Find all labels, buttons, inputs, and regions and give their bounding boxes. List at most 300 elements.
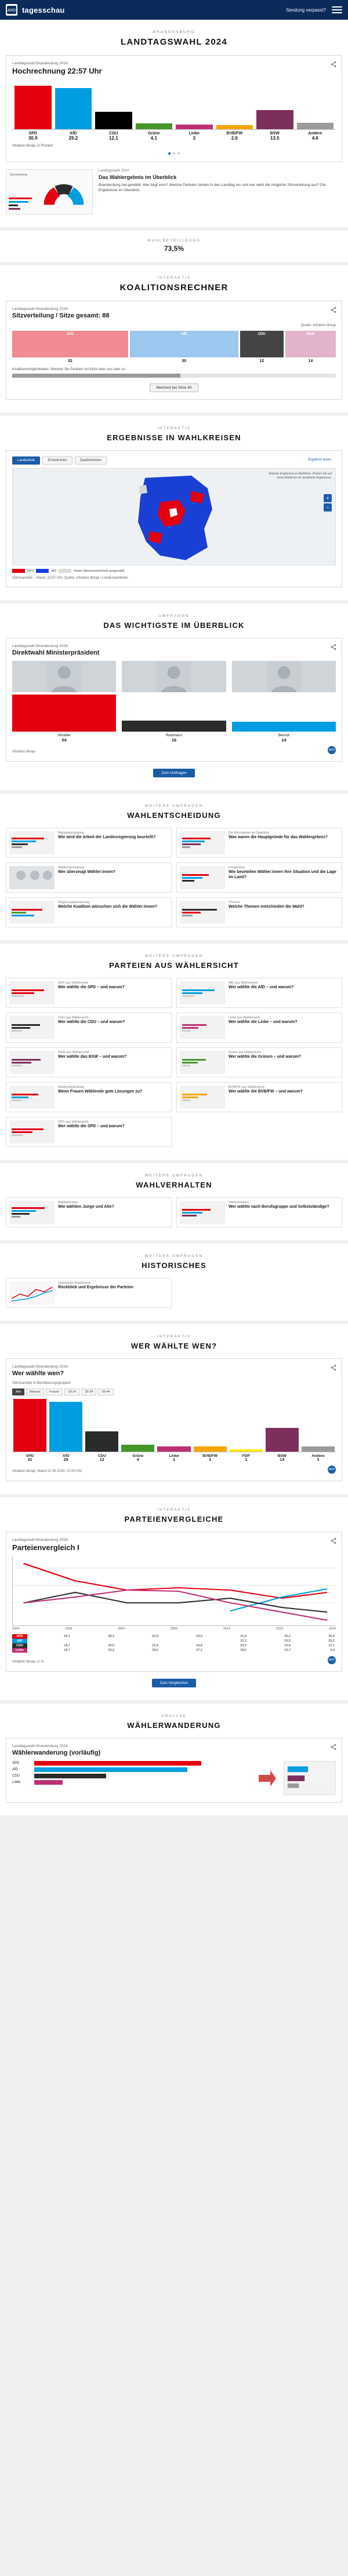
candidate-redmann [122, 661, 226, 743]
wahlentscheidung-grid [6, 828, 342, 927]
cell: 19,8 [196, 1644, 202, 1647]
zoom-in-icon[interactable]: + [324, 494, 332, 502]
tile-kicker: Wahlentscheidung [58, 866, 85, 869]
map-legend [12, 569, 336, 573]
section-wahlentscheidung [0, 794, 348, 940]
direktwahl-kicker: Landtagswahl Brandenburg 2024 [12, 644, 68, 648]
zum-vergleichen-button[interactable]: Zum Vergleichen [152, 1679, 197, 1687]
werwaehlte-card [6, 1358, 342, 1481]
segment-frauen[interactable]: Frauen [46, 1389, 63, 1395]
koalition-block-cdu[interactable] [240, 331, 284, 357]
segment-25-34[interactable]: 25-34 [81, 1389, 96, 1395]
historisches-title: HISTORISCHES [142, 1261, 206, 1270]
list-item[interactable] [6, 1013, 172, 1043]
table-row [12, 1634, 336, 1639]
wahlverhalten-title: WAHLVERHALTEN [136, 1181, 212, 1189]
party-value: 12.1 [108, 136, 118, 141]
koalition-kicker: Landtagswahl Brandenburg 2024 [12, 307, 68, 311]
tile-kicker: Grüne aus Wählersicht [229, 1051, 261, 1054]
tile-headline[interactable]: Wer wählte nach Berufsgruppe und Selbstständige? [229, 1205, 329, 1209]
share-icon[interactable] [330, 1743, 337, 1750]
seat-count: 14 [308, 359, 313, 363]
koalition-block-afd[interactable] [130, 331, 238, 357]
segment-18-24[interactable]: 18-24 [64, 1389, 79, 1395]
teaser-thumbnail[interactable] [6, 169, 93, 214]
list-item[interactable] [176, 1013, 342, 1043]
party-value: 4.1 [150, 136, 157, 141]
werwaehlte-sub2: Stimmanteile in Bevölkerungsgruppen [12, 1382, 71, 1385]
tile-headline[interactable]: Wer wählte das BSW – und warum? [58, 1055, 127, 1059]
parteienvergleich-linechart [12, 1556, 336, 1626]
legend-label: Keine Stimmenmehrheit ausgezählt [74, 569, 125, 573]
section-koalitionsrechner [0, 265, 348, 412]
section-waehlerwanderung [0, 1704, 348, 1815]
ueberblick-title: DAS WICHTIGSTE IM ÜBERBLICK [103, 621, 245, 630]
tile-headline[interactable]: Wie wird die Arbeit der Landesregierung beurteilt? [58, 835, 156, 839]
bar-chart-icon [9, 901, 55, 924]
candidate-berndt [232, 661, 336, 743]
candidate-value: 54 [61, 737, 67, 743]
brand-title[interactable]: tagesschau [22, 5, 65, 14]
bar-chart-icon [9, 1051, 55, 1074]
block-label: BSW [306, 332, 315, 336]
share-icon[interactable] [330, 1537, 337, 1544]
tile-headline[interactable]: Wer wählte die Grünen – und warum? [229, 1055, 302, 1059]
koalition-title: KOALITIONSRECHNER [119, 283, 229, 293]
teaser-sitzverteilung[interactable] [6, 169, 342, 214]
tile-kicker: SPD aus Wählersicht [58, 1120, 88, 1124]
legend-label: AfD [51, 569, 57, 573]
cell: 33,0 [196, 1635, 202, 1638]
tile-kicker: AfD aus Wählersicht [229, 981, 258, 985]
cell: 30,9 [328, 1635, 335, 1638]
row-party: CDU [12, 1643, 27, 1648]
block-label: AfD [180, 332, 187, 336]
bar-chart-icon [9, 981, 55, 1004]
wahlkreise-card [6, 450, 342, 587]
hamburger-menu-icon[interactable] [332, 6, 342, 13]
waehlerwanderung-card [6, 1738, 342, 1803]
koalition-block-spd[interactable] [12, 331, 128, 357]
candidate-name: Woidke [57, 733, 71, 737]
tile-headline[interactable]: Wer wählte die SPD – und warum? [58, 1124, 125, 1128]
section-parteien [0, 944, 348, 1160]
tile-kicker: Wahlentscheidung [58, 1086, 85, 1089]
wahlkreise-title: ERGEBNISSE IN WAHLKREISEN [107, 433, 241, 442]
zum-umfragen-button[interactable]: Zum Umfragen [153, 769, 194, 777]
tile-kicker: Themen [229, 901, 241, 904]
app-header [0, 0, 348, 20]
list-item[interactable] [6, 897, 172, 927]
cell: 18,7 [64, 1644, 70, 1647]
tile-headline[interactable]: Wer wählte die SPD – und warum? [58, 985, 125, 989]
wahlbeteiligung-eyebrow: WAHLBETEILIGUNG [147, 239, 201, 243]
bar-chart-icon [9, 1201, 55, 1224]
koalition-caption: Koalitionsmöglichkeiten: Wenden Sie Parteien mit Klick oben aus oder zu. [12, 368, 126, 371]
party-value: 1 [245, 1458, 248, 1462]
list-item[interactable] [6, 1117, 172, 1147]
candidate-row [12, 661, 336, 743]
photo-icon [9, 866, 55, 889]
cell: 39,3 [108, 1635, 114, 1638]
teaser-thumb-caption: Sitzverteilung [10, 173, 28, 177]
page-title: LANDTAGSWAHL 2024 [120, 37, 228, 47]
ard-logo-icon[interactable] [6, 4, 17, 16]
parteien-eyebrow: WEITERE UMFRAGEN [144, 954, 204, 958]
list-item[interactable] [176, 863, 342, 893]
bar-chart-icon [180, 981, 225, 1004]
tile-kicker: BVB/FW aus Wählersicht [229, 1086, 264, 1089]
waehlerwanderung-subtitle: Wählerwanderung (vorläufig) [12, 1749, 101, 1756]
cell [160, 1639, 204, 1643]
x-tick: 2004 [117, 1627, 125, 1631]
direktwahl-source: Infratest dimap [12, 750, 35, 754]
wahlentscheidung-eyebrow: WEITERE UMFRAGEN [144, 804, 204, 808]
party-label: BVB/FW [226, 131, 243, 136]
hochrechnung-source: Infratest dimap, in Prozent [12, 144, 53, 148]
wahlkreise-tabs[interactable] [12, 456, 336, 465]
candidate-photo [12, 661, 116, 692]
party-value: 12 [99, 1458, 104, 1462]
bar-chart-icon [9, 1016, 55, 1039]
parteienvergleich-table [12, 1634, 336, 1653]
party-value: 3 [193, 136, 195, 141]
tile-kicker: Regierungsbewertung [58, 901, 89, 904]
party-value: 3 [317, 1458, 320, 1462]
party-value: 31 [27, 1458, 32, 1462]
tile-kicker: SPD aus Wählersicht [58, 981, 88, 985]
tile-kicker: Die Wichtigsten im Überblick [229, 831, 269, 835]
brandenburg-map-icon[interactable] [13, 469, 335, 565]
party-label: AfD [70, 131, 77, 136]
share-icon[interactable] [330, 60, 337, 67]
segment-alle[interactable]: Alle [12, 1389, 24, 1395]
tile-headline[interactable]: Wer überzeugt Wähler:innen? [58, 870, 116, 874]
cell: 26,2 [284, 1635, 291, 1638]
party-label: Grüne [147, 131, 160, 136]
tile-kicker: CDU aus Wählersicht [58, 1016, 89, 1020]
party-label: SPD [28, 131, 37, 136]
section-hochrechnung [0, 20, 348, 227]
cell [71, 1639, 115, 1643]
cell: 31,9 [152, 1635, 158, 1638]
koalition-blocks[interactable] [12, 331, 336, 357]
bar-chart-icon [9, 831, 55, 854]
section-parteienvergleich [0, 1497, 348, 1700]
party-value: 4 [136, 1458, 139, 1462]
legend-label: SPD [27, 569, 34, 573]
ard-badge-icon: ARD [328, 746, 336, 754]
tile-kicker: BSW aus Wählersicht [58, 1051, 89, 1054]
party-label: Andere [308, 131, 322, 136]
seat-count: 30 [182, 359, 187, 363]
segment-tabs[interactable] [12, 1389, 336, 1395]
party-label: Linke [169, 1454, 179, 1458]
tile-headline[interactable]: Wenn Frauen Wählende gute Lösungen zu? [58, 1090, 143, 1094]
candidate-name: Redmann [165, 733, 183, 737]
direktwahl-subtitle: Direktwahl Ministerpräsident [12, 649, 100, 656]
mini-bars-icon [9, 196, 44, 211]
bar-chart-icon [9, 1120, 55, 1143]
carousel-dots[interactable] [12, 152, 336, 155]
table-row [12, 1639, 336, 1643]
werwaehlte-kicker: Landtagswahl Brandenburg 2024 [12, 1365, 68, 1369]
party-label: Grüne [132, 1454, 144, 1458]
tile-headline[interactable]: Was waren die Hauptgründe für das Wahlergebnis? [229, 835, 328, 839]
ww-party-label: CDU [12, 1774, 20, 1778]
map-note: Stärkste Ergebnisse je Wahlkreis. Klicken Sie auf einen Wahlkreis für detaillierte Ergebnisse. [268, 472, 332, 480]
list-item[interactable] [176, 1197, 342, 1227]
bar-chart-icon [180, 901, 225, 924]
ww-target-panel [284, 1761, 336, 1795]
waehlerwanderung-kicker: Landtagswahl Brandenburg 2024 [12, 1744, 68, 1748]
koalition-eyebrow: INTERAKTIV [157, 276, 191, 280]
cell: 18,6 [240, 1649, 246, 1652]
party-label: BVB/FW [202, 1454, 217, 1458]
party-label: AfD [62, 1454, 70, 1458]
candidate-photo [232, 661, 336, 692]
x-tick: 2014 [223, 1627, 231, 1631]
party-value: 30.9 [28, 136, 38, 141]
block-label: SPD [66, 332, 74, 336]
cell: 54,1 [64, 1635, 70, 1638]
tile-headline[interactable]: Wer wählte die CDU – und warum? [58, 1020, 125, 1024]
cell: 3,0 [330, 1649, 335, 1652]
parteien-grid [6, 978, 342, 1147]
cell: 27,2 [196, 1649, 202, 1652]
list-item[interactable] [6, 1047, 172, 1077]
candidate-photo [122, 661, 226, 692]
party-value: 14 [280, 1458, 285, 1462]
list-item[interactable] [176, 1082, 342, 1112]
x-tick: 1994 [12, 1627, 20, 1631]
party-label: CDU [109, 131, 118, 136]
koalition-seat-numbers [12, 359, 336, 363]
teaser-body: Brandenburg hat gewählt: Wer liegt vorn? Welche Parteien ziehen in den Landtag ein und wie sieht die mögliche Sitzverteilung aus? Die Ergebnisse im Überblick. [99, 183, 326, 193]
wahlbeteiligung-value: 73,5% [164, 244, 184, 253]
parteienvergleich-xaxis [12, 1626, 336, 1631]
line-chart-icon [13, 1556, 336, 1625]
svg-text:ARD: ARD [7, 9, 16, 13]
tile-headline[interactable]: Rückblick und Ergebnisse der Parteien [58, 1285, 133, 1289]
candidate-woidke [12, 661, 116, 743]
list-item[interactable] [6, 863, 172, 893]
table-row [12, 1648, 336, 1653]
werwaehlte-source: Infratest dimap, Stand 22.09.2024, 22:00 Uhr [12, 1470, 82, 1473]
section-ueberblick [0, 604, 348, 790]
party-label: Andere [311, 1454, 325, 1458]
wahlentscheidung-title: WAHLENTSCHEIDUNG [127, 811, 221, 820]
bar-chart-icon [180, 866, 225, 889]
teaser-kicker: Landtagswahl 2024 [99, 169, 129, 173]
waehlerwanderung-eyebrow: ANALYSE [161, 1714, 187, 1718]
tile-kicker: Wahlverhalten [229, 1201, 249, 1204]
tile-kicker: Linke aus Wählersicht [229, 1016, 260, 1020]
tab-landesliste[interactable]: Landesliste [12, 456, 40, 465]
list-item[interactable] [6, 978, 172, 1008]
segment-35-44[interactable]: 35-44 [98, 1389, 113, 1395]
x-tick: 2009 [170, 1627, 178, 1631]
cell [27, 1639, 71, 1643]
seat-count: 12 [259, 359, 264, 363]
cell: 23,3 [108, 1649, 114, 1652]
party-value: 29 [63, 1458, 68, 1462]
bar-chart-icon [180, 1086, 225, 1109]
section-wahlverhalten [0, 1163, 348, 1240]
tab-erststimmen[interactable]: Erststimmen [42, 456, 72, 465]
ard-badge-icon: ARD [328, 1466, 336, 1474]
donut-chart-icon [39, 174, 89, 210]
tile-headline[interactable]: Wer wählte die BVB/FW – und warum? [229, 1090, 303, 1094]
wahlverhalten-grid [6, 1197, 342, 1227]
line-chart-icon [9, 1281, 55, 1305]
section-wahlbeteiligung [0, 231, 348, 262]
zoom-out-icon[interactable]: − [324, 503, 332, 511]
tile-kicker: Historische Ergebnisse [58, 1281, 91, 1285]
bar-chart-icon [9, 1086, 55, 1109]
party-label: FDP [242, 1454, 250, 1458]
hochrechnung-bars [12, 80, 336, 130]
share-icon[interactable] [330, 643, 337, 650]
share-icon[interactable] [330, 306, 337, 313]
historisches-grid [6, 1278, 342, 1308]
koalition-subtitle: Sitzverteilung / Sitze gesamt: 88 [12, 312, 110, 319]
parteienvergleich-source: Infratest dimap, in % [12, 1660, 44, 1664]
cell: 10,7 [284, 1649, 291, 1652]
party-label: CDU [97, 1454, 106, 1458]
party-value: 4.6 [311, 136, 318, 141]
row-party: AfD [12, 1639, 27, 1643]
cell: 23,5 [284, 1639, 291, 1643]
werwaehlte-bars [12, 1399, 336, 1452]
x-tick: 1999 [64, 1627, 72, 1631]
cell: 29,2 [328, 1639, 335, 1643]
cell: 15,6 [284, 1644, 291, 1647]
cell: 12,1 [328, 1644, 335, 1647]
map-zoom-controls[interactable] [324, 494, 332, 511]
tile-headline[interactable]: Wer wählte die AfD – und warum? [229, 985, 294, 989]
parteien-title: PARTEIEN AUS WÄHLERSICHT [109, 961, 239, 970]
seat-count: 32 [67, 359, 72, 363]
wahlkreise-eyebrow: INTERAKTIV [157, 426, 191, 430]
cell: 23,0 [240, 1644, 246, 1647]
hero-eyebrow: BRANDENBURG [153, 30, 195, 34]
ww-party-label: Linke [12, 1781, 21, 1784]
parteienvergleich-eyebrow: INTERAKTIV [157, 1508, 191, 1512]
tab-zweitstimmen[interactable]: Zweitstimmen [75, 456, 107, 465]
party-value: 3 [173, 1458, 175, 1462]
share-icon[interactable] [330, 1364, 337, 1371]
bar-chart-icon [180, 1201, 225, 1224]
list-item[interactable] [6, 1278, 172, 1308]
ww-party-label: SPD [12, 1762, 20, 1765]
bar-chart-icon [180, 1051, 225, 1074]
party-value: 13.5 [270, 136, 280, 141]
hochrechnung-title: Hochrechnung 22:57 Uhr [12, 67, 102, 75]
tile-kicker: Wahlverhalten [58, 1201, 78, 1204]
bar-chart-icon [180, 831, 225, 854]
wahlkreis-map[interactable] [12, 468, 336, 565]
row-party: Linke [12, 1648, 27, 1653]
hochrechnung-labels [12, 130, 336, 141]
ueberblick-eyebrow: UMFRAGEN [158, 614, 190, 618]
sendung-verpasst-link[interactable]: Sendung verpasst? [286, 7, 326, 13]
block-label: CDU [258, 332, 266, 336]
koalition-card [6, 301, 342, 400]
candidate-value: 16 [171, 737, 177, 743]
x-tick: 2024 [328, 1627, 336, 1631]
party-label: SPD [26, 1454, 34, 1458]
row-party: SPD [12, 1634, 27, 1639]
cell: 18,7 [64, 1649, 70, 1652]
table-row [12, 1643, 336, 1648]
werwaehlte-labels [12, 1452, 336, 1462]
section-werwaehlte [0, 1324, 348, 1494]
candidate-value: 14 [281, 737, 287, 743]
tile-headline[interactable]: Welche Koalition wünschen sich die Wähler:innen? [58, 905, 158, 909]
hochrechnung-kicker: Landtagswahl Brandenburg 2024 [12, 61, 68, 65]
party-label: BSW [270, 131, 280, 136]
list-item[interactable] [176, 897, 342, 927]
waehlerwanderung-diagram [12, 1761, 336, 1795]
koalition-majority-bar [12, 374, 336, 378]
tile-headline[interactable]: Wie beurteilen Wähler:innen ihre Situation und die Lage im Land? [229, 870, 336, 880]
koalition-majority-button[interactable]: Mehrheit bei Sitze 45 [150, 383, 198, 392]
list-item[interactable] [6, 1197, 172, 1227]
hochrechnung-card [6, 55, 342, 162]
section-historisches [0, 1244, 348, 1321]
koalition-source: Quelle: Infratest dimap [300, 324, 336, 327]
tile-headline[interactable]: Wer wählte die Linke – und warum? [229, 1020, 298, 1024]
list-item[interactable] [176, 828, 342, 858]
x-tick: 2019 [276, 1627, 284, 1631]
cell: 31,9 [240, 1635, 246, 1638]
cell: 28,0 [152, 1649, 158, 1652]
ergebnis-lesen-link[interactable]: Ergebnis lesen [308, 458, 331, 462]
parteienvergleich-kicker: Landtagswahl Brandenburg 2024 [12, 1538, 68, 1542]
teaser-headline[interactable]: Das Wahlergebnis im Überblick [99, 174, 177, 180]
tile-headline[interactable]: Wie wählten Junge und Alte? [58, 1205, 114, 1209]
party-value: 2.6 [231, 136, 238, 141]
tile-headline[interactable]: Welche Themen entschieden die Wahl? [229, 905, 304, 909]
list-item[interactable] [176, 1047, 342, 1077]
list-item[interactable] [6, 1082, 172, 1112]
ard-badge-icon: ARD [328, 1656, 336, 1664]
candidate-name: Berndt [278, 733, 289, 737]
tile-kicker: Wahlentscheidung [58, 831, 85, 835]
cell [115, 1639, 160, 1643]
direktwahl-card [6, 638, 342, 762]
flow-arrow-icon [256, 1761, 279, 1795]
party-value: 3 [209, 1458, 212, 1462]
bar-chart-icon [180, 1016, 225, 1039]
cell: 26,5 [108, 1644, 114, 1647]
cell: 12,2 [240, 1639, 246, 1643]
tile-kicker: Kompetenz [229, 866, 245, 869]
werwaehlte-eyebrow: INTERAKTIV [157, 1335, 191, 1339]
cell: 19,4 [152, 1644, 158, 1647]
list-item[interactable] [6, 828, 172, 858]
segment-maenner[interactable]: Männer [26, 1389, 44, 1395]
parteienvergleich-subtitle: Parteienvergleich I [12, 1543, 79, 1552]
parteienvergleich-card [6, 1532, 342, 1672]
koalition-block-bsw[interactable] [285, 331, 336, 357]
ww-party-label: AfD [12, 1768, 19, 1771]
werwaehlte-title: WER WÄHLTE WEN? [130, 1342, 217, 1350]
section-wahlkreise [0, 416, 348, 600]
historisches-eyebrow: WEITERE UMFRAGEN [144, 1254, 204, 1258]
list-item[interactable] [176, 978, 342, 1008]
